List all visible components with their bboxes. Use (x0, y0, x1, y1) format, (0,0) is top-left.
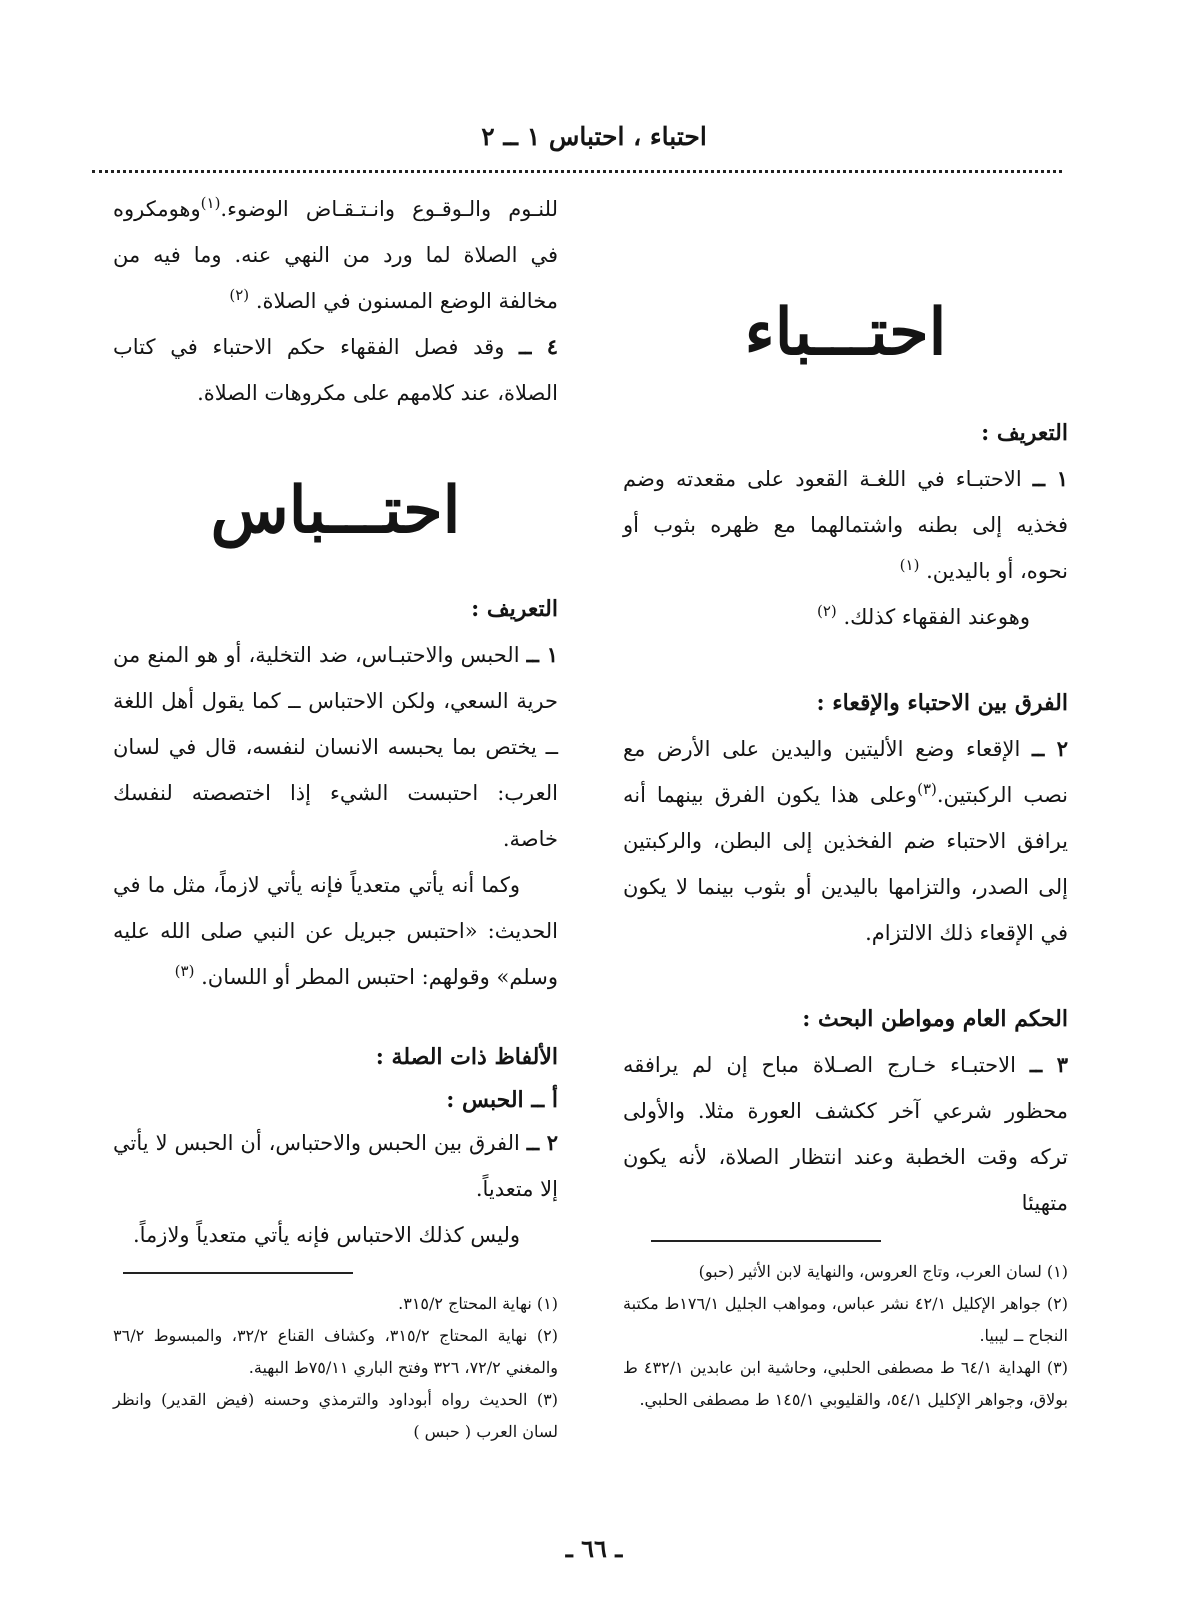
paragraph-1 (113, 632, 558, 862)
definition-heading: التعريف : (981, 420, 1068, 447)
paragraph-continuation (113, 186, 558, 324)
paragraph-text: الإقعاء وضع الأليتين واليدين على الأرض مع نصب الركبتين. (623, 737, 1069, 808)
paragraph-text: الحبس والاحتبـاس، ضد التخلية، أو هو المنع من حرية السعي، ولكن الاحتباس ــ كما يقول أهل اللغة ــ يختص بما يحبسه الانسان لنفسه، قال في لسان العرب: احتبست الشيء إذا اختصصته لنفسك خاصة. (113, 643, 558, 852)
paragraph-1 (623, 456, 1068, 594)
paragraph-number: ١ ــ (1032, 466, 1068, 492)
footnote-1: (١) لسان العرب، وتاج العروس، والنهاية لابن الأثير (حبو) (698, 1262, 1068, 1282)
paragraph-text: وكما أنه يأتي متعدياً فإنه يأتي لازماً، مثل ما في الحديث: «احتبس جبريل عن النبي صلى الله عليه وسلم» وقولهم: احتبس المطر أو اللسان. (113, 873, 558, 990)
paragraph-1b (623, 594, 1068, 640)
paragraph-text: وقد فصل الفقهاء حكم الاحتباء في كتاب الصلاة، عند كلامهم على مكروهات الصلاة. (113, 335, 558, 405)
footnote-2: (٢) نهاية المحتاج ٣١٥/٢، وكشاف القناع ٣٢/٢، والمبسوط ٣٦/٢ والمغني ٧٢/٢، ٣٢٦ وفتح الباري ٧٥/١١ط البهية. (113, 1326, 559, 1378)
paragraph-number: ٤ ــ (519, 334, 558, 359)
paragraph-4 (113, 324, 558, 416)
footnote-3: (٣) الحديث رواه أبوداود والترمذي وحسنه (فيض القدير) وانظر لسان العرب ( حبس ) (113, 1390, 558, 1442)
footnote-divider (651, 1240, 881, 1242)
paragraph-text: للنـوم والـوقـوع وانـتـقـاض الوضوء. (220, 197, 558, 221)
paragraph-number: ٢ ــ (526, 1130, 558, 1156)
paragraph-text: وعلى هذا يكون الفرق بينهما أنه يرافق الاحتباء ضم الفخذين إلى البطن، والركبتين إلى الصدر، والتزامها باليدين أو بثوب بينما لا يكون في الإقعاء ذلك الالتزام. (623, 783, 1068, 946)
paragraph-text: الفرق بين الحبس والاحتباس، أن الحبس لا يأتي إلا متعدياً. (113, 1131, 558, 1202)
footnote-2: (٢) جواهر الإكليل ٤٢/١ نشر عباس، ومواهب الجليل ١٧٦/١ط مكتبة النجاح ــ ليبيا. (623, 1294, 1069, 1346)
definition-heading: التعريف : (471, 596, 558, 623)
footnote-ref: (٣) (174, 962, 195, 981)
ruling-heading: الحكم العام ومواطن البحث : (802, 1006, 1068, 1033)
paragraph-number: ٣ ــ (1029, 1052, 1068, 1078)
paragraph-1b (113, 862, 558, 1000)
footnote-3: (٣) الهداية ٦٤/١ ط مصطفى الحلبي، وحاشية ابن عابدين ٤٣٢/١ ط بولاق، وجواهر الإكليل ٥٤/١، والقليوبي ١٤٥/١ ط مصطفى الحلبي. (623, 1358, 1068, 1410)
page-number: ـ ٦٦ ـ (565, 1534, 623, 1563)
subheading-habs: أ ــ الحبس : (446, 1087, 558, 1114)
paragraph-3 (623, 1042, 1068, 1226)
footnote-ref: (١) (899, 556, 920, 575)
running-header: احتباء ، احتباس ١ ــ ٢ (481, 122, 707, 151)
paragraph-2 (113, 1120, 558, 1212)
related-terms-heading: الألفاظ ذات الصلة : (375, 1044, 558, 1071)
entry-title-ihtibas: احتـــباس (210, 473, 461, 548)
footnote-1: (١) نهاية المحتاج ٣١٥/٢. (398, 1294, 558, 1314)
paragraph-text: وهومكروه في الصلاة لما ورد من النهي عنه. وما فيه من مخالفة الوضع المسنون في الصلاة. (113, 197, 558, 313)
paragraph-number: ١ ــ (526, 642, 558, 668)
right-column (623, 186, 1068, 1416)
paragraph-text: وهوعند الفقهاء كذلك. (843, 605, 1030, 630)
difference-heading: الفرق بين الاحتباء والإقعاء : (816, 690, 1068, 717)
header-divider (92, 170, 1062, 173)
paragraph-2b: وليس كذلك الاحتباس فإنه يأتي متعدياً ولازماً. (132, 1223, 520, 1248)
footnote-ref: (٢) (817, 602, 837, 621)
footnote-ref: (٣) (917, 780, 937, 799)
paragraph-text: الاحتبـاء خـارج الصـلاة مباح إن لم يرافقه محظور شرعي آخر ككشف العورة مثلا. والأولى تركه وقت الخطبة وعند انتظار الصلاة، لأنه يكون متهيئا (623, 1053, 1068, 1216)
paragraph-2 (623, 726, 1068, 956)
paragraph-number: ٢ ــ (1032, 736, 1068, 762)
entry-title-ihtiba: احتـــباء (744, 295, 947, 370)
footnote-ref: (٢) (229, 286, 250, 304)
footnote-ref: (١) (200, 194, 221, 212)
footnote-divider (123, 1272, 353, 1274)
paragraph-text: الاحتبـاء في اللغـة القعود على مقعدته وضم فخذيه إلى بطنه واشتمالهما مع ظهره بثوب أو نحوه، أو باليدين. (623, 467, 1068, 584)
left-column (113, 186, 558, 1448)
